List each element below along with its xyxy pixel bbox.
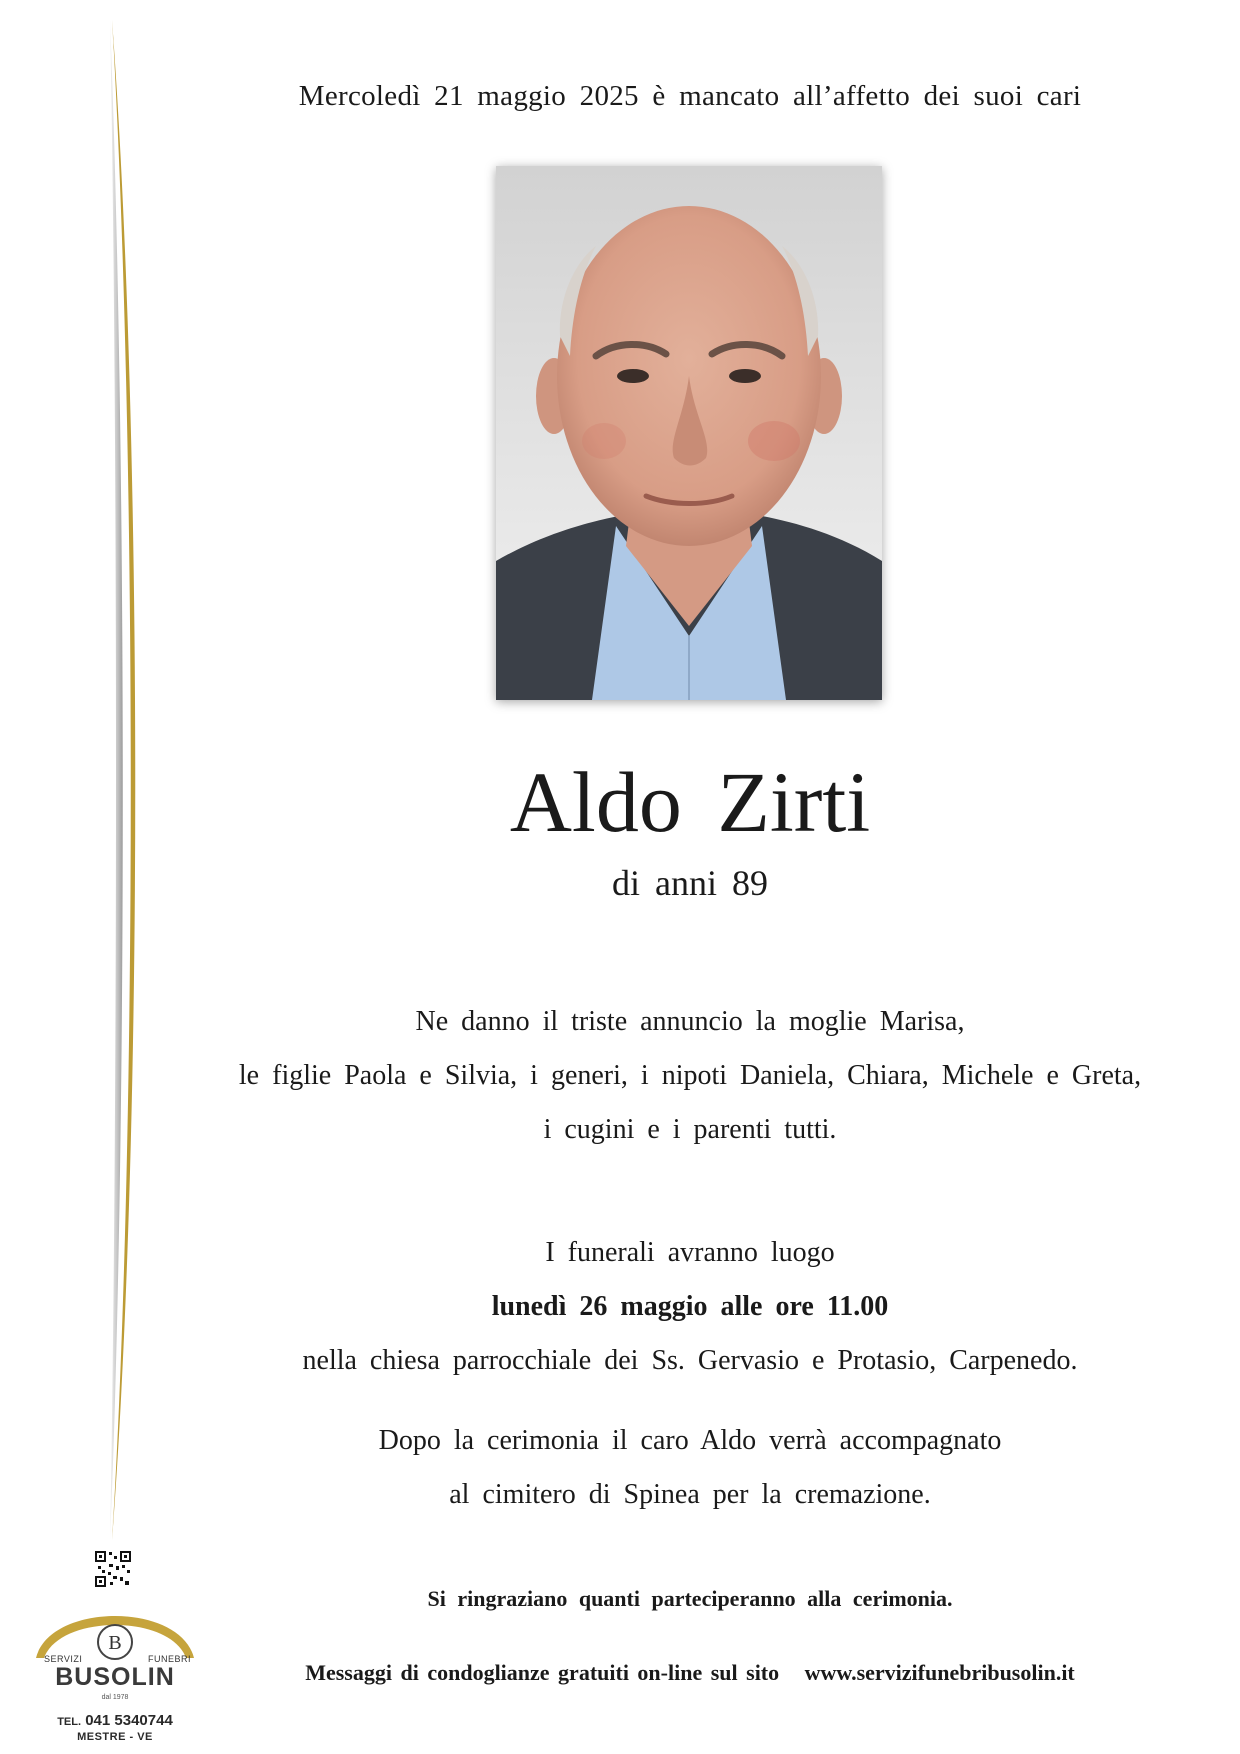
- deceased-name: Aldo Zirti: [509, 754, 871, 850]
- phone-label: TEL.: [57, 1716, 82, 1728]
- phone-number: 041 5340744: [85, 1712, 173, 1729]
- announcement-line: i cugini e i parenti tutti.: [543, 1114, 837, 1145]
- logo-city: MESTRE - VE: [77, 1731, 153, 1743]
- after-ceremony-note: [170, 1414, 1210, 1522]
- qr-code-icon[interactable]: [94, 1550, 132, 1588]
- funeral-intro: I funerali avranno luogo: [545, 1237, 835, 1268]
- logo-arc: [30, 1592, 200, 1662]
- logo-since: dal 1978: [101, 1694, 129, 1701]
- after-line: al cimitero di Spinea per la cremazione.: [449, 1479, 931, 1510]
- thanks-note: Si ringraziano quanti parteciperanno alla cerimonia.: [427, 1586, 953, 1611]
- deceased-age: di anni 89: [612, 863, 768, 903]
- condolences-website-note[interactable]: Messaggi di condoglianze gratuiti on-line sul sito www.servizifunebribusolin.it: [305, 1660, 1075, 1685]
- announcement-line: Ne danno il triste annuncio la moglie Marisa,: [415, 1006, 965, 1037]
- funeral-home-logo: [30, 1550, 200, 1750]
- logo-brand: BUSOLIN: [55, 1663, 175, 1691]
- b-monogram-icon: B: [108, 1632, 122, 1654]
- logo-label-right: FUNEBRI: [148, 1654, 192, 1664]
- decorative-swoosh: [96, 20, 156, 1540]
- announcement-line: le figlie Paola e Silvia, i generi, i nipoti Daniela, Chiara, Michele e Greta,: [238, 1060, 1142, 1091]
- funeral-details: [170, 1226, 1210, 1388]
- funeral-location: nella chiesa parrocchiale dei Ss. Gervasio e Protasio, Carpenedo.: [302, 1345, 1078, 1376]
- portrait-photo: [496, 166, 882, 700]
- logo-phone[interactable]: [30, 1712, 200, 1729]
- funeral-date-time: lunedì 26 maggio alle ore 11.00: [491, 1291, 889, 1322]
- after-line: Dopo la cerimonia il caro Aldo verrà accompagnato: [378, 1425, 1002, 1456]
- family-announcement: [170, 995, 1210, 1157]
- logo-label-left: SERVIZI: [44, 1654, 83, 1664]
- death-announcement-intro: Mercoledì 21 maggio 2025 è mancato all’affetto dei suoi cari: [298, 80, 1082, 112]
